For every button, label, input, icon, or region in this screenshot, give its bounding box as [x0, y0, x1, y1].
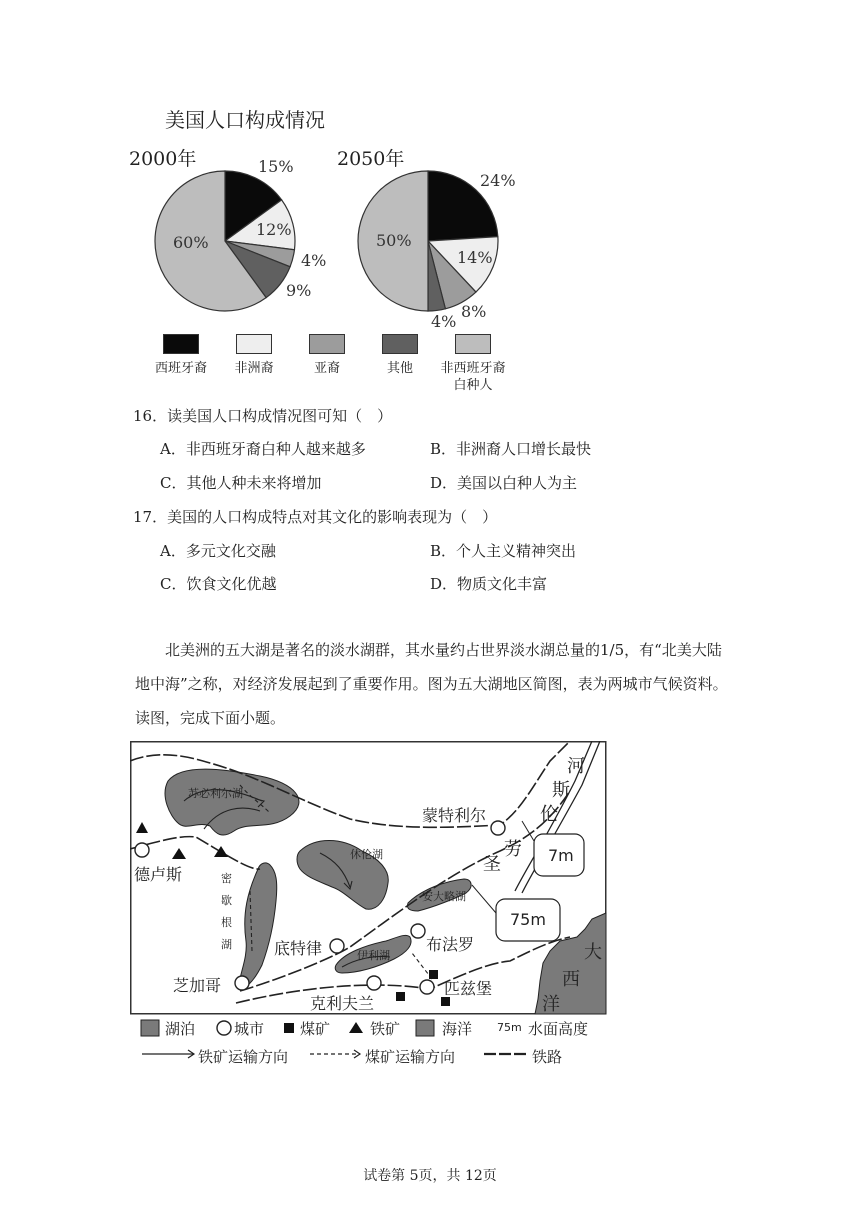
- label-river-1: 河: [567, 756, 585, 777]
- pie-label-0-2: 4%: [301, 251, 327, 270]
- legend-city: 城市: [234, 1020, 265, 1038]
- city-buffalo: 布法罗: [426, 935, 475, 954]
- q16-option-a[interactable]: A．非西班牙裔白种人越来越多: [160, 440, 366, 458]
- passage-text: 北美洲的五大湖是著名的淡水湖群，其水量约占世界淡水湖总量的1/5，有“北美大陆地中海”之称，对经济发展起到了重要作用。图为五大湖地区简图，表为两城市气候资料。读图，完成下面小题。: [135, 641, 728, 727]
- label-lake-superior: 苏必利尔湖: [188, 787, 243, 800]
- pie-label-1-1: 14%: [457, 248, 493, 267]
- legend-label-white: 非西班牙裔白种人: [440, 361, 506, 393]
- q17-option-a[interactable]: A．多元文化交融: [160, 542, 276, 560]
- city-cleveland: 克利夫兰: [310, 994, 375, 1013]
- label-lake-ontario: 安大略湖: [422, 890, 466, 903]
- legend-swatch-other: [382, 334, 418, 354]
- label-lake-michigan: 密 歇 根 湖: [221, 872, 232, 951]
- legend-ocean: 海洋: [442, 1020, 473, 1038]
- label-river-5: 圣: [483, 854, 501, 875]
- q17-option-d[interactable]: D．物质文化丰富: [430, 575, 548, 593]
- water-height-river: 7m: [548, 846, 574, 865]
- legend-swatch-african: [236, 334, 272, 354]
- legend-label-hispanic: 西班牙裔: [154, 361, 207, 376]
- city-chicago: 芝加哥: [173, 976, 222, 995]
- legend-coal-route: 煤矿运输方向: [365, 1048, 456, 1066]
- q17-option-c[interactable]: C．饮食文化优越: [160, 575, 277, 593]
- q16-option-b[interactable]: B．非洲裔人口增长最快: [430, 440, 592, 458]
- legend-label-other: 其他: [386, 361, 413, 376]
- legend-swatch-white: [455, 334, 491, 354]
- chart-title: 美国人口构成情况: [165, 108, 325, 132]
- pie-label-0-4: 60%: [173, 233, 209, 252]
- label-river-2: 斯: [552, 780, 570, 801]
- q16-stem: 16．读美国人口构成情况图可知（ ）: [133, 407, 393, 425]
- legend-height: 水面高度: [528, 1020, 589, 1038]
- label-lake-erie: 伊利湖: [357, 949, 390, 962]
- legend-height-sample: 75m: [497, 1021, 522, 1034]
- label-river-3: 伦: [540, 804, 558, 825]
- label-ocean-3: 洋: [542, 994, 560, 1015]
- pie-label-1-0: 24%: [480, 171, 516, 190]
- water-height-ontario: 75m: [510, 910, 546, 929]
- pie-label-1-2: 8%: [461, 302, 487, 321]
- year-2050-label: 2050年: [337, 148, 405, 170]
- legend-iron: 铁矿: [370, 1020, 401, 1038]
- city-montreal: 蒙特利尔: [422, 806, 487, 825]
- legend-coal: 煤矿: [300, 1020, 331, 1038]
- pie-charts: [0, 0, 860, 340]
- city-duluth: 德卢斯: [134, 865, 183, 884]
- pie-label-1-4: 50%: [376, 231, 412, 250]
- legend-lake: 湖泊: [165, 1020, 196, 1038]
- pie-label-0-0: 15%: [258, 157, 294, 176]
- pie-label-0-3: 9%: [286, 281, 312, 300]
- q16-option-c[interactable]: C．其他人种未来将增加: [160, 474, 322, 492]
- city-detroit: 底特律: [274, 939, 323, 958]
- year-2000-label: 2000年: [129, 148, 197, 170]
- label-ocean-2: 西: [562, 969, 580, 990]
- legend-iron-route: 铁矿运输方向: [198, 1048, 289, 1066]
- legend-label-asian: 亚裔: [313, 361, 340, 376]
- pie-label-0-1: 12%: [256, 220, 292, 239]
- legend-swatch-asian: [309, 334, 345, 354]
- page-footer: 试卷第 5页，共 12页: [363, 1168, 497, 1184]
- pie-label-1-3: 4%: [431, 312, 457, 331]
- label-ocean-1: 大: [584, 942, 602, 963]
- q17-option-b[interactable]: B．个人主义精神突出: [430, 542, 577, 560]
- label-lake-huron: 休伦湖: [350, 848, 383, 861]
- q17-stem: 17．美国的人口构成特点对其文化的影响表现为（ ）: [133, 508, 498, 526]
- city-pittsburgh: 匹兹堡: [444, 979, 493, 998]
- legend-railway: 铁路: [532, 1048, 563, 1066]
- legend-swatch-hispanic: [163, 334, 199, 354]
- label-river-4: 劳: [504, 839, 522, 860]
- q16-option-d[interactable]: D．美国以白种人为主: [430, 474, 578, 492]
- legend-label-african: 非洲裔: [234, 361, 274, 376]
